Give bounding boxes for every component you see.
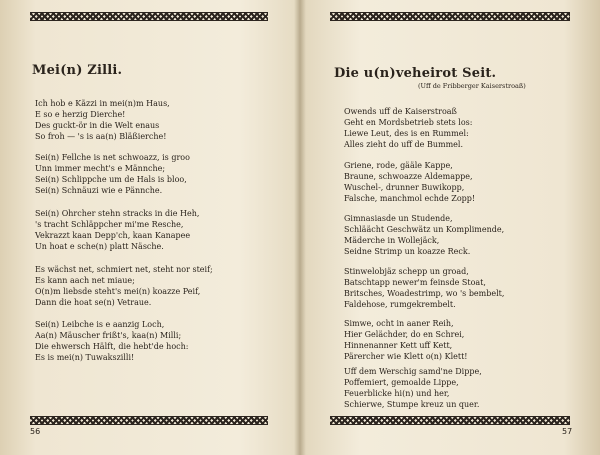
verse-line: Schläächt Geschwätz un Komplimende,	[344, 225, 505, 234]
verse-line: Falsche, manchmol echde Zopp!	[344, 194, 476, 203]
verse-line: Dann die hoat se(n) Vetraue.	[35, 298, 152, 307]
verse-line: Un hoat e sche(n) platt Näsche.	[35, 242, 164, 251]
verse-line: Es kann aach net miaue;	[35, 276, 135, 285]
verse-line: Liewe Leut, des is en Rummel:	[344, 129, 469, 138]
verse-line: Pärercher wie Klett o(n) Klett!	[344, 352, 468, 361]
verse-line: Stinwelobjäz schepp un groad,	[344, 267, 469, 276]
verse-line: Griene, rode, gääle Kappe,	[344, 161, 453, 170]
stanza	[35, 319, 188, 363]
stanza	[35, 152, 190, 196]
verse-line: Die ehwersch Hälft, die hebt'de hoch:	[35, 342, 189, 351]
stanza	[35, 98, 170, 142]
verse-line: Hier Gelächder, do en Schrei,	[344, 330, 465, 339]
verse-line: Mäderche in Wollejäck,	[344, 236, 440, 245]
top-ornament-border	[30, 12, 268, 21]
verse-line: Seidne Strimp un koazze Reck.	[344, 247, 471, 256]
stanza	[344, 266, 504, 310]
stanza	[344, 318, 468, 362]
verse-line: Unn immer mecht's e Männche;	[35, 164, 166, 173]
verse-line: Simwe, ocht in aaner Reih,	[344, 319, 454, 328]
verse-line: Schierwe, Stumpe kreuz un quer.	[344, 400, 480, 409]
verse-line: Alles zieht do uff de Bummel.	[344, 140, 463, 149]
verse-line: Feuerblicke hi(n) und her,	[344, 389, 450, 398]
poem-title: Mei(n) Zilli.	[32, 63, 123, 78]
stanza	[344, 213, 504, 257]
stanza	[344, 160, 475, 204]
verse-line: Sei(n) Ohrcher stehn stracks in die Heh,	[35, 209, 200, 218]
verse-line: Uff dem Werschig samd'ne Dippe,	[344, 367, 482, 376]
top-ornament-border	[330, 12, 570, 21]
stanza	[344, 366, 482, 410]
page-number: 56	[30, 427, 41, 436]
stanza	[35, 264, 213, 308]
bottom-ornament-border	[330, 416, 570, 425]
verse-line: Sei(n) Schlippche um de Hals is bloo,	[35, 175, 187, 184]
verse-line: Es is mei(n) Tuwakszilli!	[35, 353, 135, 362]
verse-line: Wuschel-, drunner Buwikopp,	[344, 183, 465, 192]
verse-line: Britsches, Woadestrimp, wo 's bembelt,	[344, 289, 505, 298]
stanza	[344, 106, 472, 150]
verse-line: Poffemiert, gemoalde Lippe,	[344, 378, 459, 387]
verse-line: Batschtapp newer'm feinsde Stoat,	[344, 278, 486, 287]
verse-line: E so e herzig Dierche!	[35, 110, 126, 119]
verse-line: Faldehose, rumgekrembelt.	[344, 300, 456, 309]
verse-line: 's tracht Schläppcher mi'me Resche,	[35, 220, 184, 229]
verse-line: Aa(n) Mäuscher frißt's, kaa(n) Milli;	[35, 331, 182, 340]
verse-line: Owends uff de Kaiserstroaß	[344, 107, 457, 116]
verse-line: Hinnenanner Kett uff Kett,	[344, 341, 453, 350]
verse-line: Gimnasiasde un Studende,	[344, 214, 453, 223]
verse-line: Vekrazzt kaan Depp'ch, kaan Kanapee	[35, 231, 191, 240]
verse-line: Sei(n) Schnäuzi wie e Pännche.	[35, 186, 163, 195]
verse-line: Es wächst net, schmiert net, steht nor steif;	[35, 265, 213, 274]
poem-subtitle: (Uff de Fribberger Kaiserstroaß)	[418, 82, 526, 90]
page-number: 57	[562, 427, 573, 436]
verse-line: So froh — 's is aa(n) Bläßierche!	[35, 132, 167, 141]
verse-line: Des guckt-ör in die Welt enaus	[35, 121, 160, 130]
verse-line: Sei(n) Leibche is e aanzig Loch,	[35, 320, 165, 329]
verse-line: O(n)m liebsde steht's mei(n) koazze Peif,	[35, 287, 201, 296]
left-page	[0, 0, 298, 455]
bottom-ornament-border	[30, 416, 268, 425]
stanza	[35, 208, 199, 252]
verse-line: Ich hob e Kãzzi in mei(n)m Haus,	[35, 99, 170, 108]
verse-line: Sei(n) Fellche is net schwoazz, is groo	[35, 153, 190, 162]
right-page	[302, 0, 600, 455]
verse-line: Geht en Mordsbetrieb stets los:	[344, 118, 473, 127]
poem-title: Die u(n)veheirot Seit.	[334, 66, 497, 81]
verse-line: Braune, schwoazze Aldemappe,	[344, 172, 473, 181]
